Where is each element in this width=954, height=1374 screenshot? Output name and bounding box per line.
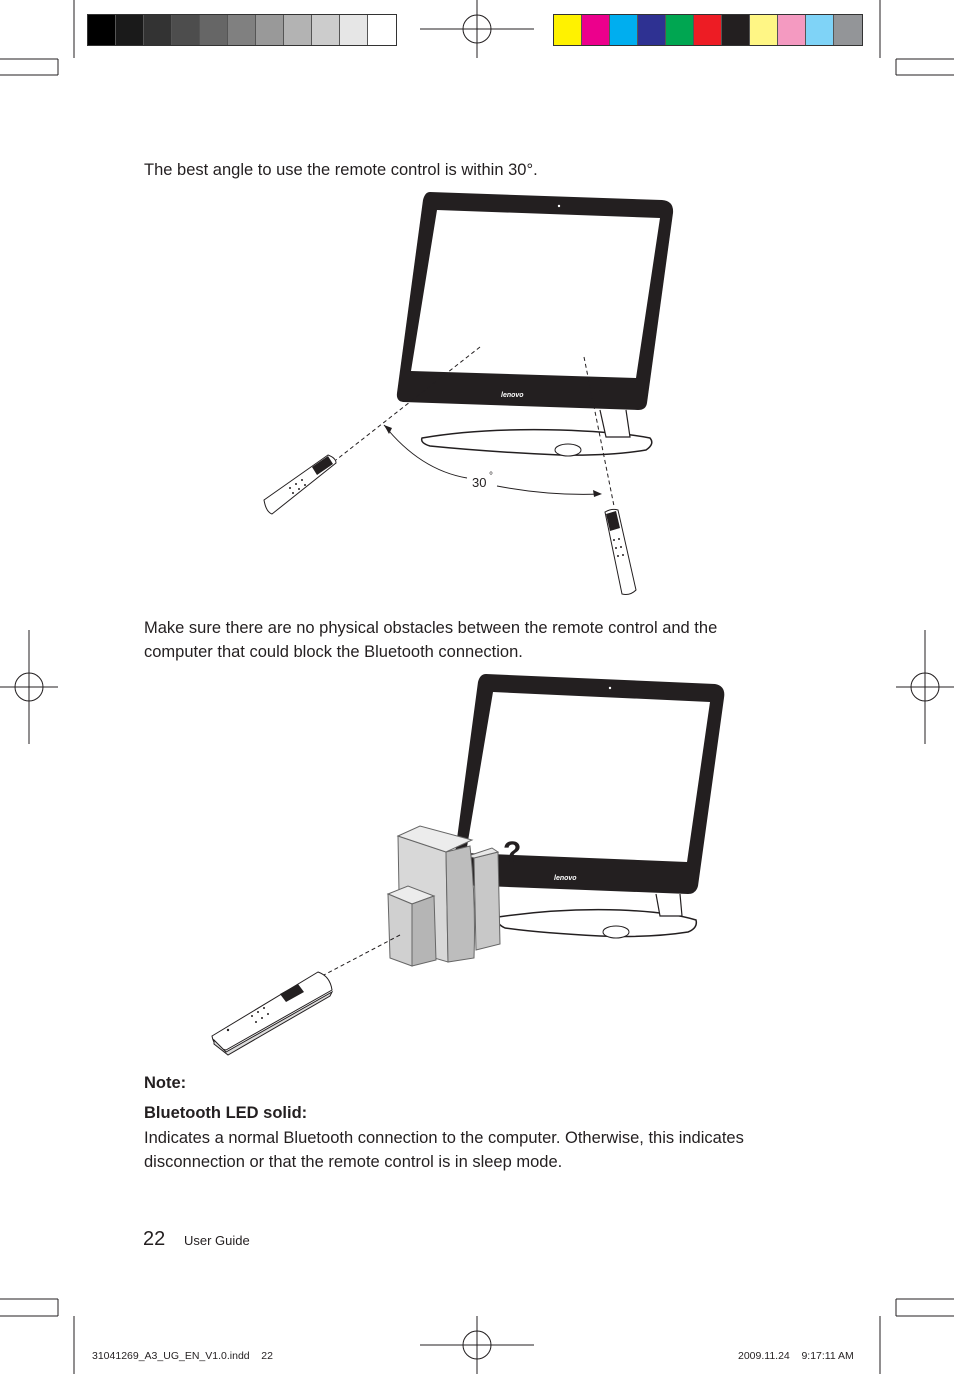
note-body: Indicates a normal Bluetooth connection to the computer. Otherwise, this indicates disconnection or that the remote control is in sleep mode.: [144, 1129, 744, 1171]
brand-logo-2: lenovo: [554, 875, 577, 882]
note-heading: Note:: [144, 1074, 187, 1092]
note-subheading: Bluetooth LED solid:: [144, 1104, 308, 1122]
angle-intro-text: The best angle to use the remote control is within 30°.: [144, 161, 538, 179]
obstacle-intro-text: Make sure there are no physical obstacles between the remote control and the computer that could block the Bluetooth connection.: [144, 619, 718, 661]
remote-control-bottom: [212, 972, 332, 1055]
angle-label: 30: [472, 475, 487, 490]
guide-label: User Guide: [184, 1233, 250, 1248]
question-mark: ?: [503, 836, 522, 869]
page-number: 22: [143, 1228, 166, 1250]
slug-date: 2009.11.24 9:17:11 AM: [738, 1350, 854, 1362]
brand-logo-1: lenovo: [501, 392, 524, 399]
slug-file: 31041269_A3_UG_EN_V1.0.indd 22: [92, 1350, 273, 1362]
angle-degree-symbol: °: [489, 471, 493, 482]
